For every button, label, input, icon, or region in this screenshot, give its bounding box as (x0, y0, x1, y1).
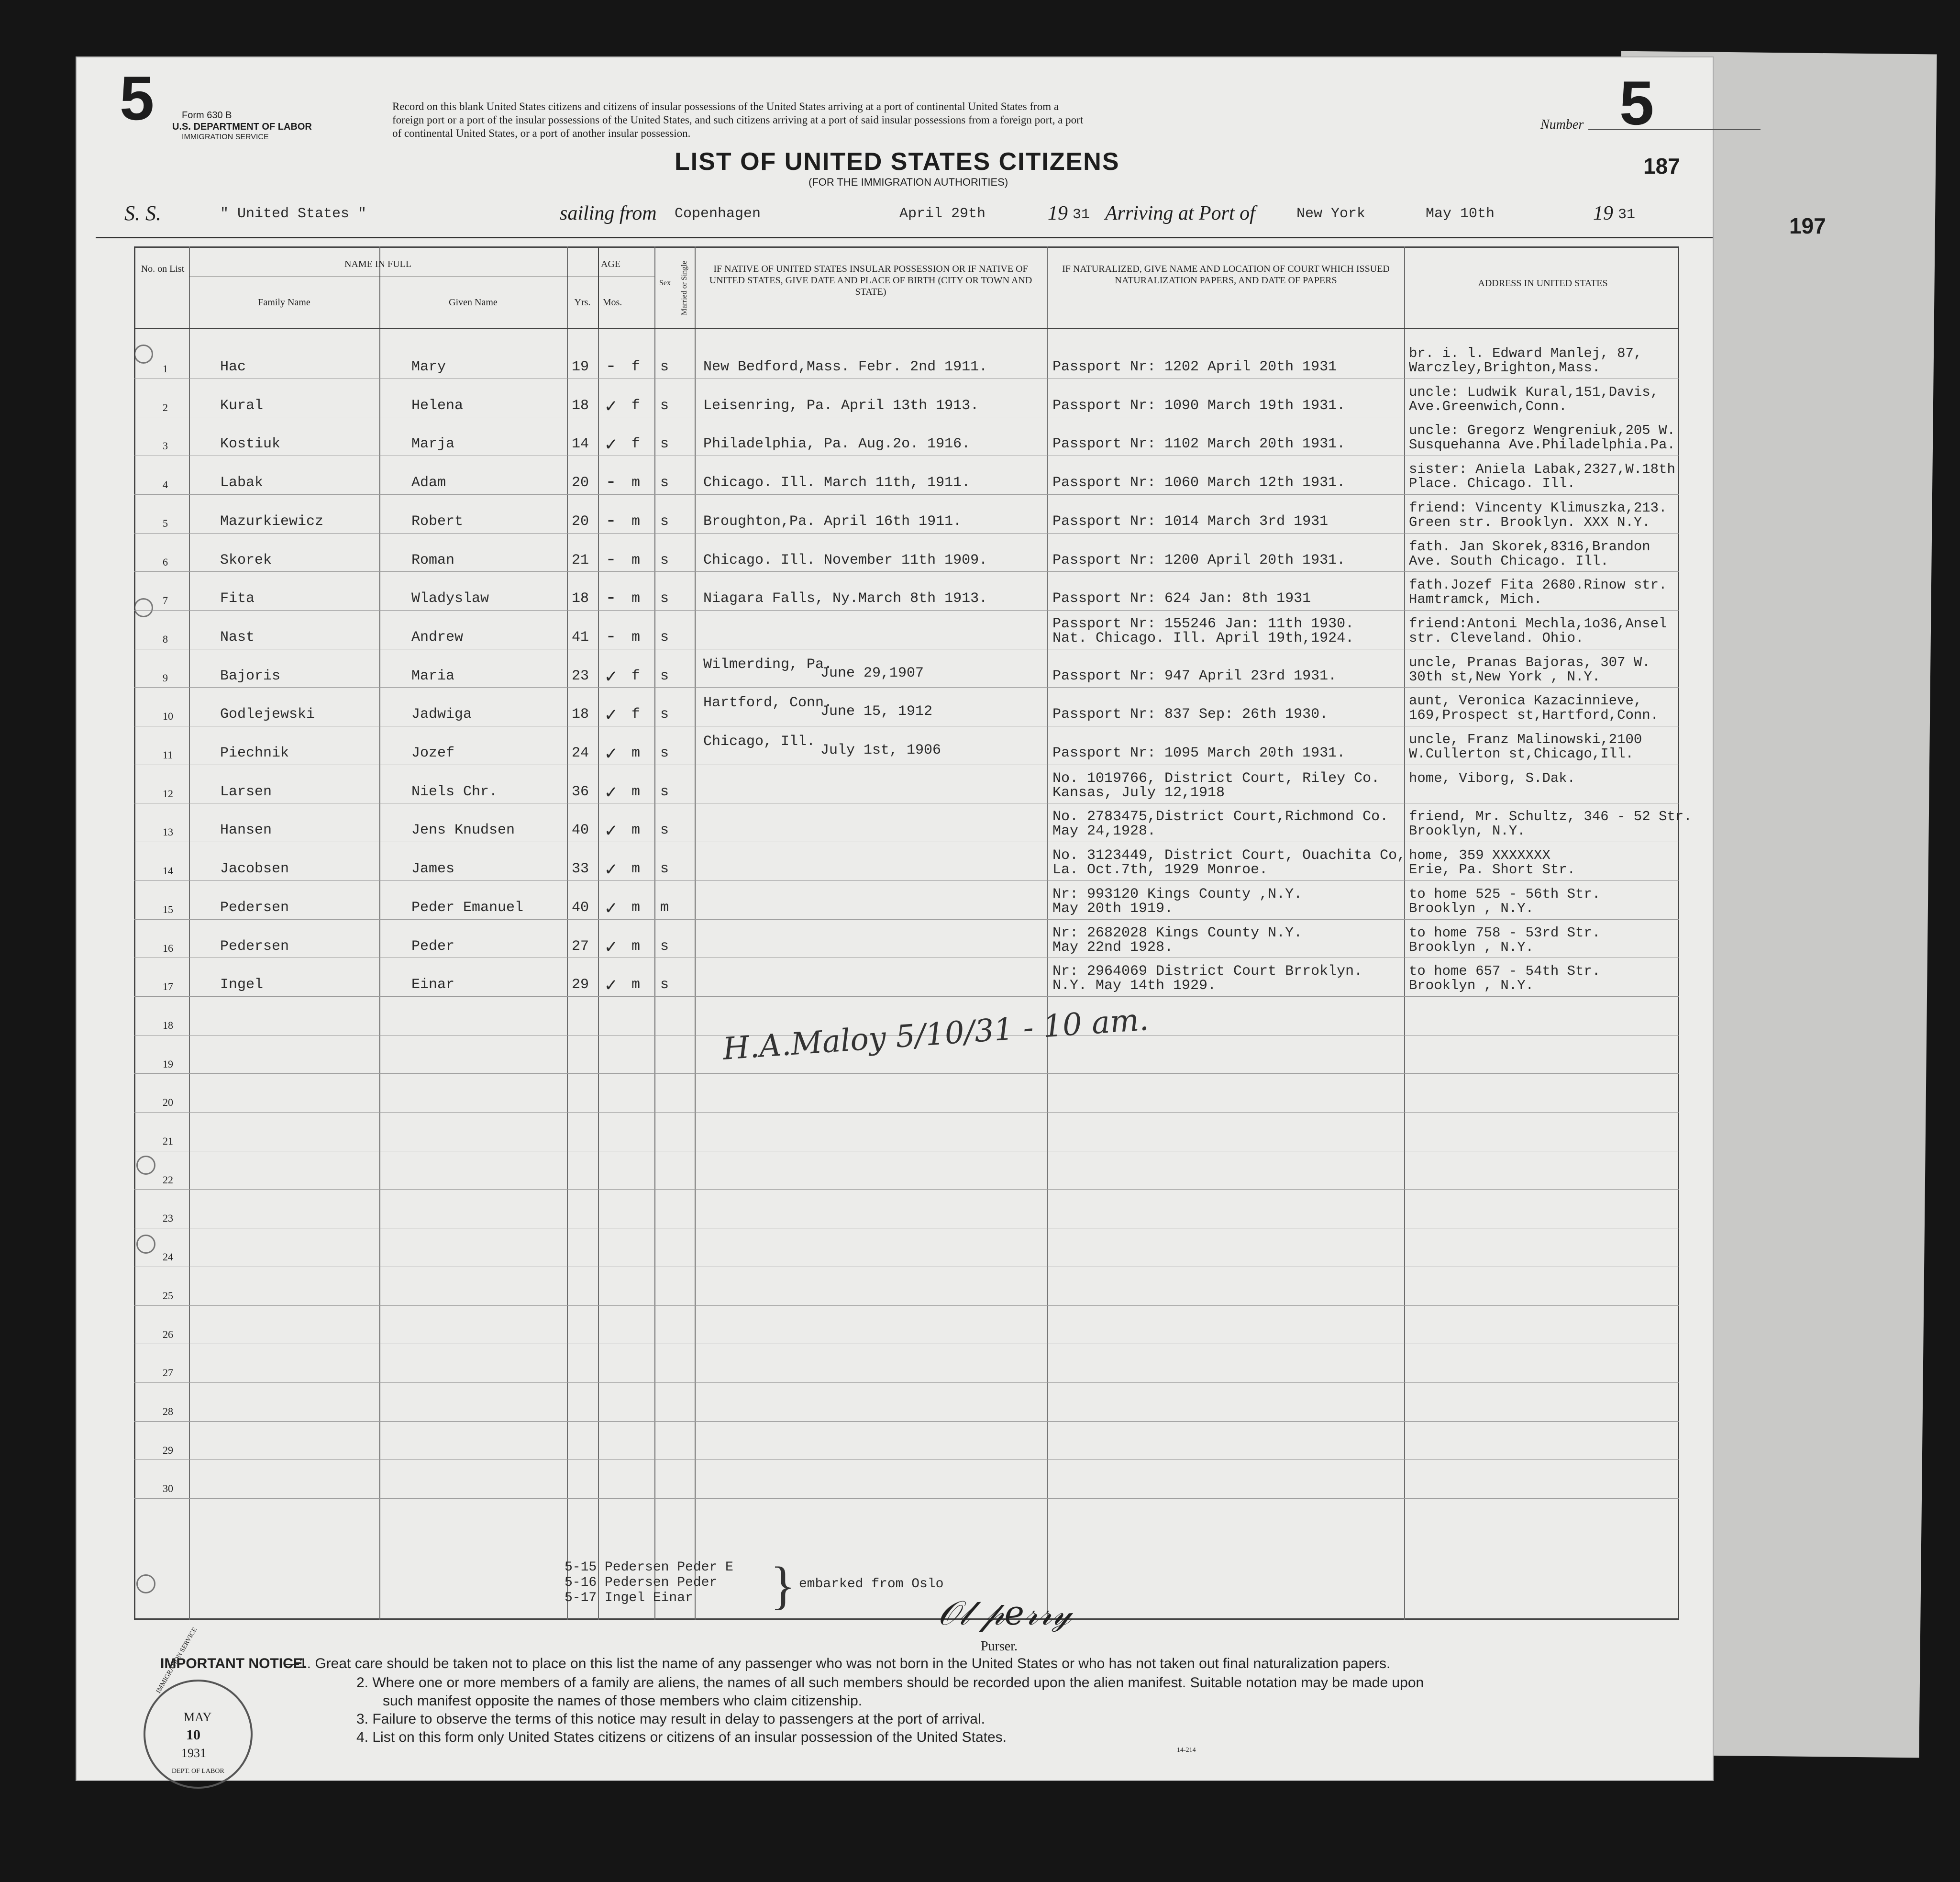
sex: m (631, 861, 641, 878)
given-name: Maria (411, 668, 455, 684)
row-number: 26 (163, 1328, 173, 1340)
row-number: 30 (163, 1482, 173, 1495)
row-rule (134, 1305, 1679, 1306)
naturalization: No. 3123449, District Court, Ouachita Co, (1052, 847, 1406, 864)
row-number: 25 (163, 1289, 173, 1302)
address-line: Warczley,Brighton,Mass. (1409, 360, 1601, 376)
birth-date: July 1st, 1906 (820, 742, 941, 758)
naturalization-detail: May 24,1928. (1052, 823, 1156, 840)
embark-note: embarked from Oslo (799, 1577, 944, 1592)
marital-status: s (660, 552, 669, 568)
sex: f (631, 436, 641, 453)
sex: m (631, 899, 641, 916)
naturalization: Passport Nr: 1202 April 20th 1931 (1052, 359, 1337, 375)
notice-item: 2. Where one or more members of a family are aliens, the names of all such members should be recorded upon the alien manifest. Suitable notation may be made upon (356, 1675, 1424, 1691)
marital-status: s (660, 977, 669, 993)
immigration-stamp: IMMIGRATION SERVICE MAY 10 1931 DEPT. OF LABOR (144, 1680, 253, 1789)
address-line: uncle: Gregorz Wengreniuk,205 W. (1409, 423, 1675, 439)
address-line: Brooklyn , N.Y. (1409, 978, 1534, 994)
age-years: 40 (572, 822, 589, 839)
age-years: 19 (572, 359, 589, 375)
sex: m (631, 513, 641, 530)
address-line: Susquehanna Ave.Philadelphia.Pa. (1409, 437, 1675, 453)
col-age: AGE (600, 259, 621, 269)
address-line: aunt, Veronica Kazacinnieve, (1409, 693, 1642, 709)
row-rule (134, 919, 1679, 920)
notice-item: such manifest opposite the names of those members who claim citizenship. (383, 1693, 863, 1709)
row-rule (134, 1189, 1679, 1190)
row-number: 21 (163, 1135, 173, 1147)
naturalization-detail: Kansas, July 12,1918 (1052, 784, 1225, 801)
row-number: 24 (163, 1251, 173, 1263)
naturalization: Passport Nr: 155246 Jan: 11th 1930. (1052, 615, 1354, 632)
row-rule (134, 610, 1679, 611)
family-name: Kostiuk (220, 436, 281, 453)
marital-status: s (660, 668, 669, 684)
col-no: No. on List (141, 264, 185, 274)
row-number: 8 (163, 633, 168, 645)
marital-status: s (660, 938, 669, 955)
big-right-number: 5 (1619, 68, 1654, 138)
family-name: Skorek (220, 552, 272, 568)
naturalization: Passport Nr: 1090 March 19th 1931. (1052, 397, 1346, 414)
row-rule (134, 1498, 1679, 1499)
col-yrs: Yrs. (574, 297, 591, 308)
col-name-in-full: NAME IN FULL (344, 259, 411, 269)
row-number: 22 (163, 1173, 173, 1186)
col-naturalized: IF NATURALIZED, GIVE NAME AND LOCATION OF COURT WHICH ISSUED NATURALIZATION PAPERS, AND DATE OF PAPERS (1062, 264, 1390, 286)
family-name: Bajoris (220, 668, 281, 684)
col-address: ADDRESS IN UNITED STATES (1478, 278, 1608, 289)
row-number: 12 (163, 787, 173, 800)
form-code: 14-214 (1177, 1747, 1196, 1754)
col-sex: Sex (659, 279, 671, 287)
given-name: Robert (411, 513, 464, 530)
naturalization: Passport Nr: 1200 April 20th 1931. (1052, 552, 1346, 568)
notice-label: IMPORTANT NOTICE. (160, 1656, 307, 1671)
address-line: uncle: Ludwik Kural,151,Davis, (1409, 384, 1659, 400)
row-rule (134, 687, 1679, 688)
birth-place: New Bedford,Mass. Febr. 2nd 1911. (703, 359, 988, 375)
instruction-line: foreign port or a port of the insular possessions of the United States, and such citizens arriving at a port of said insular possessions from a foreign port, a port (392, 114, 1084, 126)
address-line: Green str. Brooklyn. XXX N.Y. (1409, 514, 1650, 530)
address-line: home, 359 XXXXXXX (1409, 847, 1550, 864)
address-line: 169,Prospect st,Hartford,Conn. (1409, 707, 1659, 724)
embark-line: 5-15 Pedersen Peder E (565, 1560, 733, 1575)
row-rule (134, 533, 1679, 534)
age-months: - (605, 626, 617, 648)
arrival-date: May 10th (1426, 206, 1495, 222)
depart-year-prefix: 19 (1048, 202, 1068, 224)
age-months: - (605, 510, 617, 532)
arrival-port: New York (1296, 206, 1366, 222)
form-line: IMMIGRATION SERVICE (182, 133, 269, 141)
given-name: Peder Emanuel (411, 899, 524, 916)
sex: m (631, 590, 641, 607)
birth-place: Philadelphia, Pa. Aug.2o. 1916. (703, 436, 971, 453)
age-months: ✓ (605, 744, 617, 766)
age-years: 40 (572, 899, 589, 916)
form-line: Form 630 B (182, 110, 232, 121)
number-label: Number (1540, 117, 1584, 132)
age-months: ✓ (605, 705, 617, 727)
birth-date: June 15, 1912 (820, 703, 933, 720)
birth-place: Hartford, Conn. (703, 695, 833, 712)
marital-status: s (660, 861, 669, 878)
given-name: Jadwiga (411, 706, 472, 723)
birth-place: Broughton,Pa. April 16th 1911. (703, 513, 962, 530)
age-years: 20 (572, 513, 589, 530)
marital-status: s (660, 513, 669, 530)
row-number: 18 (163, 1019, 173, 1031)
address-line: fath.Jozef Fita 2680.Rinow str. (1409, 577, 1667, 593)
address-line: Erie, Pa. Short Str. (1409, 862, 1576, 878)
address-line: fath. Jan Skorek,8316,Brandon (1409, 538, 1650, 555)
notice-item: 3. Failure to observe the terms of this notice may result in delay to passengers at the port of arrival. (356, 1711, 985, 1727)
arriving-label: Arriving at Port of (1105, 202, 1255, 224)
age-years: 23 (572, 668, 589, 684)
family-name: Godlejewski (220, 706, 315, 723)
given-name: Adam (411, 475, 446, 491)
arrival-year-prefix: 19 (1593, 202, 1613, 224)
given-name: Roman (411, 552, 455, 568)
row-number: 23 (163, 1212, 173, 1225)
address-line: br. i. l. Edward Manlej, 87, (1409, 345, 1642, 361)
address-line: sister: Aniela Labak,2327,W.18th (1409, 461, 1675, 478)
address-line: Brooklyn , N.Y. (1409, 939, 1534, 955)
family-name: Jacobsen (220, 861, 289, 878)
marital-status: s (660, 629, 669, 646)
address-line: str. Cleveland. Ohio. (1409, 630, 1584, 646)
birth-place: Chicago. Ill. November 11th 1909. (703, 552, 988, 568)
naturalization-detail: La. Oct.7th, 1929 Monroe. (1052, 862, 1268, 879)
row-rule (134, 494, 1679, 495)
address-line: Brooklyn , N.Y. (1409, 900, 1534, 916)
naturalization: Passport Nr: 1014 March 3rd 1931 (1052, 513, 1329, 530)
row-rule (134, 1073, 1679, 1074)
family-name: Hac (220, 359, 246, 375)
row-number: 28 (163, 1405, 173, 1417)
address-line: Hamtramck, Mich. (1409, 591, 1542, 608)
row-rule (134, 880, 1679, 881)
row-number: 4 (163, 479, 168, 491)
age-months: - (605, 549, 617, 571)
row-number: 19 (163, 1058, 173, 1070)
col-married: Married or Single (680, 261, 688, 315)
sex: m (631, 552, 641, 568)
age-years: 21 (572, 552, 589, 568)
naturalization: Nr: 993120 Kings County ,N.Y. (1052, 886, 1303, 902)
address-line: to home 657 - 54th Str. (1409, 963, 1601, 980)
row-number: 5 (163, 517, 168, 529)
family-name: Pedersen (220, 899, 289, 916)
row-rule (134, 1421, 1679, 1422)
address-line: Brooklyn, N.Y. (1409, 823, 1526, 839)
family-name: Fita (220, 590, 255, 607)
sex: m (631, 783, 641, 800)
naturalization: No. 2783475,District Court,Richmond Co. (1052, 809, 1389, 825)
age-months: ✓ (605, 937, 617, 959)
marital-status: s (660, 359, 669, 375)
row-number: 2 (163, 401, 168, 413)
family-name: Pedersen (220, 938, 289, 955)
naturalization: Nr: 2964069 District Court Brroklyn. (1052, 963, 1363, 980)
address-line: to home 758 - 53rd Str. (1409, 924, 1601, 941)
row-number: 16 (163, 942, 173, 954)
depart-date: April 29th (899, 206, 986, 222)
family-name: Kural (220, 397, 264, 414)
given-name: James (411, 861, 455, 878)
sex: m (631, 977, 641, 993)
family-name: Hansen (220, 822, 272, 839)
naturalization-detail: May 20th 1919. (1052, 900, 1174, 917)
address-line: uncle, Pranas Bajoras, 307 W. (1409, 654, 1650, 670)
address-line: Ave. South Chicago. Ill. (1409, 553, 1609, 569)
given-name: Andrew (411, 629, 464, 646)
row-number: 14 (163, 865, 173, 877)
given-name: Peder (411, 938, 455, 955)
marital-status: s (660, 706, 669, 723)
age-years: 36 (572, 783, 589, 800)
form-line: U.S. DEPARTMENT OF LABOR (172, 122, 312, 132)
naturalization: Passport Nr: 947 April 23rd 1931. (1052, 668, 1337, 684)
age-years: 14 (572, 436, 589, 453)
age-years: 33 (572, 861, 589, 878)
marital-status: s (660, 436, 669, 453)
row-rule (134, 1459, 1679, 1460)
given-name: Helena (411, 397, 464, 414)
row-number: 1 (163, 363, 168, 375)
age-years: 41 (572, 629, 589, 646)
row-rule (134, 996, 1679, 997)
age-months: ✓ (605, 396, 617, 418)
age-years: 27 (572, 938, 589, 955)
row-rule (134, 1382, 1679, 1383)
age-months: ✓ (605, 976, 617, 998)
big-left-number: 5 (120, 63, 155, 133)
family-name: Mazurkiewicz (220, 513, 324, 530)
row-number: 9 (163, 671, 168, 684)
embark-line: 5-16 Pedersen Peder (565, 1575, 718, 1590)
address-line: 30th st,New York , N.Y. (1409, 668, 1601, 685)
sailing-label: sailing from (560, 202, 657, 224)
naturalization: Passport Nr: 1102 March 20th 1931. (1052, 436, 1346, 453)
age-years: 29 (572, 977, 589, 993)
given-name: Niels Chr. (411, 783, 498, 800)
notice-item: 4. List on this form only United States citizens or citizens of an insular possession of the United States. (356, 1729, 1007, 1745)
age-months: ✓ (605, 435, 617, 457)
age-months: - (605, 588, 617, 610)
depart-year: 31 (1073, 207, 1090, 223)
family-name: Piechnik (220, 745, 289, 761)
arrival-year: 31 (1618, 207, 1636, 223)
given-name: Jens Knudsen (411, 822, 515, 839)
row-number: 15 (163, 903, 173, 915)
ss-label: S. S. (124, 201, 161, 225)
naturalization: Passport Nr: 1060 March 12th 1931. (1052, 475, 1346, 491)
naturalization: Nr: 2682028 Kings County N.Y. (1052, 924, 1303, 941)
given-name: Einar (411, 977, 455, 993)
row-rule (134, 571, 1679, 572)
sex: m (631, 475, 641, 491)
sex: f (631, 668, 641, 684)
age-months: ✓ (605, 860, 617, 882)
notice-item: —1. Great care should be taken not to place on this list the name of any passenger who was not born in the United States or who has not taken out final naturalization papers. (285, 1656, 1391, 1671)
col-given: Given Name (449, 297, 498, 308)
age-months: ✓ (605, 667, 617, 689)
birth-place: Niagara Falls, Ny.March 8th 1913. (703, 590, 988, 607)
age-months: ✓ (605, 782, 617, 804)
family-name: Ingel (220, 977, 264, 993)
address-line: home, Viborg, S.Dak. (1409, 770, 1576, 786)
naturalization: Passport Nr: 1095 March 20th 1931. (1052, 745, 1346, 761)
age-years: 20 (572, 475, 589, 491)
given-name: Mary (411, 359, 446, 375)
address-line: W.Cullerton st,Chicago,Ill. (1409, 746, 1634, 762)
birth-place: Wilmerding, Pa. (703, 656, 833, 673)
row-number: 6 (163, 556, 168, 568)
address-line: Place. Chicago. Ill. (1409, 476, 1576, 492)
naturalization: Passport Nr: 624 Jan: 8th 1931 (1052, 590, 1311, 607)
purser-signature: 𝒪𝓁 𝓅𝑒𝓇𝓇𝓎 (938, 1593, 1072, 1633)
marital-status: s (660, 590, 669, 607)
marital-status: s (660, 475, 669, 491)
sex: m (631, 745, 641, 761)
row-number: 10 (163, 710, 173, 723)
age-years: 18 (572, 590, 589, 607)
row-number: 27 (163, 1367, 173, 1379)
given-name: Wladyslaw (411, 590, 489, 607)
page-number: 187 (1643, 154, 1680, 178)
address-line: Ave.Greenwich,Conn. (1409, 398, 1567, 414)
naturalization: Passport Nr: 837 Sep: 26th 1930. (1052, 706, 1329, 723)
embark-line: 5-17 Ingel Einar (565, 1591, 693, 1605)
marital-status: m (660, 899, 669, 916)
birth-place: Leisenring, Pa. April 13th 1913. (703, 397, 979, 414)
age-months: ✓ (605, 898, 617, 920)
row-number: 17 (163, 980, 173, 993)
ship-name: " United States " (220, 206, 367, 222)
marital-status: s (660, 822, 669, 839)
instruction-line: of continental United States, or a port of another insular possession. (392, 127, 691, 139)
marital-status: s (660, 783, 669, 800)
marital-status: s (660, 745, 669, 761)
naturalization-detail: May 22nd 1928. (1052, 939, 1174, 956)
address-line: friend: Vincenty Klimuszka,213. (1409, 500, 1667, 516)
naturalization-detail: Nat. Chicago. Ill. April 19th,1924. (1052, 630, 1354, 646)
sex: m (631, 822, 641, 839)
inspector-note: H.A.Maloy 5/10/31 - 10 am. (721, 1002, 1150, 1068)
address-line: to home 525 - 56th Str. (1409, 886, 1601, 902)
family-name: Nast (220, 629, 255, 646)
col-mos: Mos. (602, 297, 622, 308)
row-number: 20 (163, 1096, 173, 1109)
birth-date: June 29,1907 (820, 665, 924, 681)
col-birth: IF NATIVE OF UNITED STATES INSULAR POSSESSION OR IF NATIVE OF UNITED STATES, GIVE DATE AND PLACE OF BIRTH (CITY OR TOWN AND STATE) (709, 264, 1032, 297)
age-years: 24 (572, 745, 589, 761)
age-years: 18 (572, 397, 589, 414)
address-line: friend:Antoni Mechla,1o36,Ansel (1409, 615, 1667, 632)
age-months: ✓ (605, 821, 617, 843)
sex: f (631, 359, 641, 375)
family-name: Larsen (220, 783, 272, 800)
sex: m (631, 938, 641, 955)
row-number: 13 (163, 826, 173, 838)
age-years: 18 (572, 706, 589, 723)
given-name: Jozef (411, 745, 455, 761)
row-rule (134, 1112, 1679, 1113)
col-family: Family Name (258, 297, 310, 308)
naturalization: No. 1019766, District Court, Riley Co. (1052, 770, 1380, 787)
age-months: - (605, 356, 617, 378)
sex: m (631, 629, 641, 646)
birth-place: Chicago. Ill. March 11th, 1911. (703, 475, 971, 491)
side-page-number: 197 (1789, 213, 1826, 238)
from-port: Copenhagen (675, 206, 761, 222)
number-underline (1588, 129, 1761, 130)
row-number: 3 (163, 440, 168, 452)
address-line: uncle, Franz Malinowski,2100 (1409, 732, 1642, 747)
row-number: 7 (163, 594, 168, 607)
instruction-line: Record on this blank United States citizens and citizens of insular possessions of the United States arriving at a port of continental United States from a (392, 100, 1059, 112)
row-number: 11 (163, 749, 173, 761)
birth-place: Chicago, Ill. (703, 734, 816, 750)
voyage-rule (96, 237, 1713, 238)
page-subtitle: (FOR THE IMMIGRATION AUTHORITIES) (808, 176, 1008, 188)
given-name: Marja (411, 436, 455, 453)
age-months: - (605, 472, 617, 494)
row-number: 29 (163, 1444, 173, 1456)
address-line: friend, Mr. Schultz, 346 - 52 Str. (1409, 809, 1692, 825)
manifest-page (76, 56, 1714, 1781)
marital-status: s (660, 397, 669, 414)
sex: f (631, 706, 641, 723)
sex: f (631, 397, 641, 414)
page-title: LIST OF UNITED STATES CITIZENS (675, 148, 1120, 176)
purser-label: Purser. (981, 1639, 1018, 1654)
embark-brace: } (770, 1556, 796, 1615)
family-name: Labak (220, 475, 264, 491)
naturalization-detail: N.Y. May 14th 1929. (1052, 978, 1217, 994)
